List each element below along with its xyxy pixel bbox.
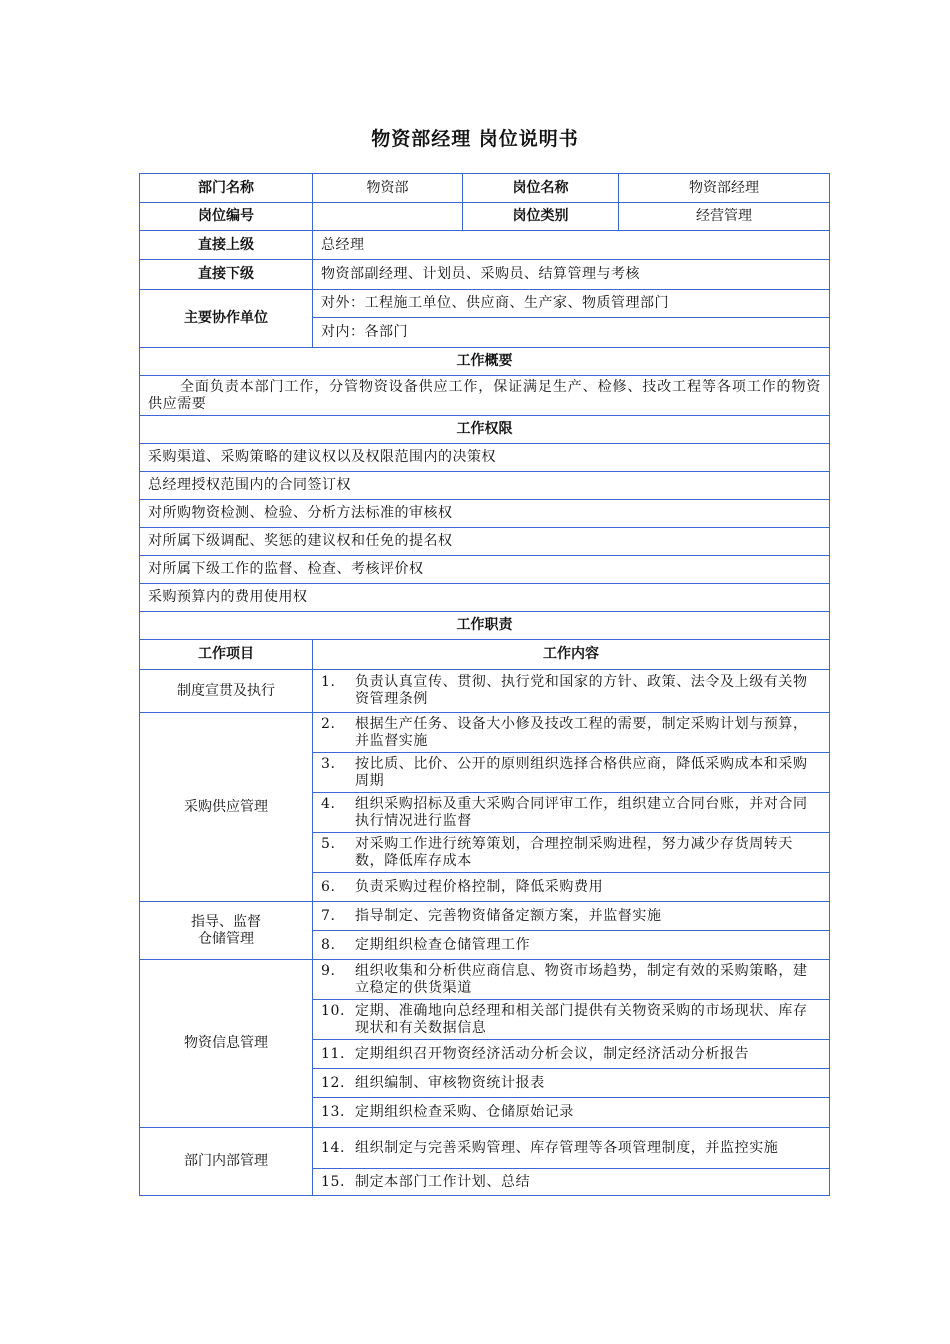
- coop-internal: 对内：各部门: [313, 318, 830, 348]
- coop-label: 主要协作单位: [140, 290, 313, 348]
- duty-item-text: 组织收集和分析供应商信息、物资市场趋势，制定有效的采购策略，建立稳定的供货渠道: [355, 962, 808, 996]
- post-name-value: 物资部经理: [619, 174, 830, 203]
- summary-row: [140, 376, 830, 416]
- summary-heading-row: [140, 348, 830, 376]
- duty-item: [313, 670, 830, 713]
- authority-row: [140, 556, 830, 584]
- duty-row: [140, 670, 830, 713]
- authority-item: 采购渠道、采购策略的建议权以及权限范围内的决策权: [140, 444, 830, 472]
- authority-item: 对所购物资检测、检验、分析方法标准的审核权: [140, 500, 830, 528]
- duty-item: [313, 1128, 830, 1169]
- duty-item: [313, 931, 830, 960]
- duty-row: [140, 960, 830, 1000]
- job-description-table: [139, 173, 830, 1196]
- duty-item: [313, 1040, 830, 1069]
- duty-item-text: 指导制定、完善物资储备定额方案，并监督实施: [355, 907, 662, 924]
- duty-row: [140, 1128, 830, 1169]
- duty-item-text: 根据生产任务、设备大小修及技改工程的需要，制定采购计划与预算，并监督实施: [355, 715, 808, 749]
- post-code-value: [313, 203, 463, 231]
- duty-item-number: 2.: [321, 715, 336, 732]
- duty-item: [313, 902, 830, 931]
- subordinate-row: [140, 260, 830, 290]
- duty-project: 指导、监督 仓储管理: [140, 902, 313, 960]
- superior-value: 总经理: [313, 231, 830, 260]
- post-code-label: 岗位编号: [140, 203, 313, 231]
- coop-row-external: [140, 290, 830, 318]
- duty-item-number: 14.: [321, 1139, 346, 1156]
- authority-heading: 工作权限: [140, 416, 830, 444]
- duty-project: 物资信息管理: [140, 960, 313, 1128]
- duties-column-header-row: [140, 640, 830, 670]
- duty-item-number: 7.: [321, 907, 336, 924]
- duty-item-number: 9.: [321, 962, 336, 979]
- subordinate-value: 物资部副经理、计划员、采购员、结算管理与考核: [313, 260, 830, 290]
- duty-item: [313, 1098, 830, 1128]
- dept-name-value: 物资部: [313, 174, 463, 203]
- authority-item: 对所属下级调配、奖惩的建议权和任免的提名权: [140, 528, 830, 556]
- summary-text: 全面负责本部门工作，分管物资设备供应工作，保证满足生产、检修、技改工程等各项工作的物资供应需要: [140, 376, 830, 416]
- coop-external: 对外：工程施工单位、供应商、生产家、物质管理部门: [313, 290, 830, 318]
- duty-item-text: 定期组织检查采购、仓储原始记录: [355, 1104, 574, 1120]
- duty-item-text: 按比质、比价、公开的原则组织选择合格供应商，降低采购成本和采购周期: [355, 755, 808, 789]
- duty-project: 采购供应管理: [140, 713, 313, 902]
- duty-item: [313, 1069, 830, 1098]
- duty-project: 部门内部管理: [140, 1128, 313, 1196]
- post-type-value: 经营管理: [619, 203, 830, 231]
- superior-row: [140, 231, 830, 260]
- summary-heading: 工作概要: [140, 348, 830, 376]
- duty-item-text: 定期、准确地向总经理和相关部门提供有关物资采购的市场现状、库存现状和有关数据信息: [355, 1002, 808, 1036]
- basic-row-1: [140, 174, 830, 203]
- duty-item-number: 10.: [321, 1002, 346, 1019]
- duty-item: [313, 1000, 830, 1040]
- duties-heading-row: [140, 612, 830, 640]
- authority-item: 总经理授权范围内的合同签订权: [140, 472, 830, 500]
- authority-row: [140, 500, 830, 528]
- superior-label: 直接上级: [140, 231, 313, 260]
- authority-row: [140, 528, 830, 556]
- authority-heading-row: [140, 416, 830, 444]
- duty-item: [313, 793, 830, 833]
- duty-item-text: 定期组织检查仓储管理工作: [355, 936, 531, 953]
- duty-item-text: 对采购工作进行统筹策划，合理控制采购进程，努力减少存货周转天数，降低库存成本: [355, 835, 793, 869]
- duty-item-number: 12.: [321, 1074, 346, 1091]
- duty-item-number: 1.: [321, 674, 336, 690]
- duty-item-text: 组织制定与完善采购管理、库存管理等各项管理制度，并监控实施: [355, 1139, 779, 1156]
- duty-item: [313, 713, 830, 753]
- authority-item: 采购预算内的费用使用权: [140, 584, 830, 612]
- authority-row: [140, 444, 830, 472]
- duty-row: [140, 713, 830, 753]
- duty-item-text: 定期组织召开物资经济活动分析会议，制定经济活动分析报告: [355, 1045, 750, 1062]
- duty-item-number: 11.: [321, 1045, 346, 1062]
- duty-item-text: 组织编制、审核物资统计报表: [355, 1074, 545, 1091]
- authority-row: [140, 584, 830, 612]
- dept-name-label: 部门名称: [140, 174, 313, 203]
- duty-item: [313, 960, 830, 1000]
- duty-item-number: 13.: [321, 1104, 346, 1120]
- subordinate-label: 直接下级: [140, 260, 313, 290]
- post-name-label: 岗位名称: [463, 174, 619, 203]
- duty-project: 制度宣贯及执行: [140, 670, 313, 713]
- duty-item-number: 4.: [321, 795, 336, 812]
- duty-item: [313, 1169, 830, 1196]
- duty-item-number: 15.: [321, 1173, 346, 1190]
- duty-item: [313, 833, 830, 873]
- duty-item: [313, 753, 830, 793]
- duty-row: [140, 902, 830, 931]
- duty-item-text: 负责认真宣传、贯彻、执行党和国家的方针、政策、法令及上级有关物资管理条例: [355, 674, 808, 707]
- document-title: 物资部经理 岗位说明书: [371, 128, 579, 150]
- duty-item-text: 制定本部门工作计划、总结: [355, 1173, 531, 1190]
- duty-item-number: 8.: [321, 936, 336, 953]
- duty-item-number: 6.: [321, 878, 336, 895]
- duty-item-number: 3.: [321, 755, 336, 772]
- duty-item-number: 5.: [321, 835, 336, 852]
- post-type-label: 岗位类别: [463, 203, 619, 231]
- basic-row-2: [140, 203, 830, 231]
- duties-heading: 工作职责: [140, 612, 830, 640]
- duty-item: [313, 873, 830, 902]
- authority-row: [140, 472, 830, 500]
- column-header-project: 工作项目: [140, 640, 313, 670]
- duty-item-text: 负责采购过程价格控制，降低采购费用: [355, 878, 604, 895]
- duty-item-text: 组织采购招标及重大采购合同评审工作，组织建立合同台账，并对合同执行情况进行监督: [355, 795, 808, 829]
- column-header-content: 工作内容: [313, 640, 830, 670]
- authority-item: 对所属下级工作的监督、检查、考核评价权: [140, 556, 830, 584]
